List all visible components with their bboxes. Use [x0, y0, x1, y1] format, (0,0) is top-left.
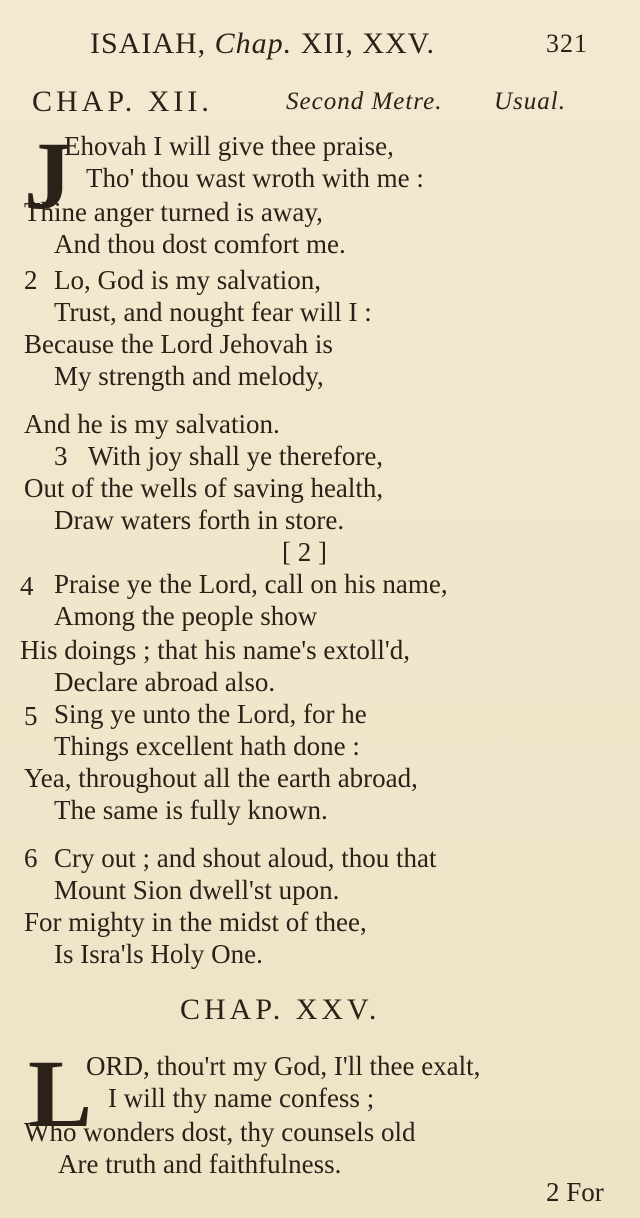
verse-line: With joy shall ye therefore, [88, 441, 384, 471]
verse-line: Trust, and nought fear will I : [54, 297, 372, 327]
running-refs: XII, XXV. [300, 27, 435, 60]
verse-line: And he is my salvation. [24, 409, 280, 439]
verse-line: Are truth and faithfulness. [58, 1149, 342, 1179]
verse-line: The same is fully known. [54, 795, 328, 825]
verse-line: I will thy name confess ; [108, 1083, 375, 1113]
catchword: 2 For [546, 1177, 604, 1207]
verse-line: Tho' thou wast wroth with me : [86, 163, 424, 193]
verse-line: And thou dost comfort me. [54, 229, 346, 259]
chapter-12-title: CHAP. XII. [32, 85, 213, 118]
verse-number: 6 [24, 843, 38, 873]
verse-line: Declare abroad also. [54, 667, 276, 697]
chapter-25-title: CHAP. XXV. [180, 993, 381, 1026]
dropcap-j: J [24, 122, 72, 229]
verse-line: Yea, throughout all the earth abroad, [24, 763, 418, 793]
running-head [90, 28, 435, 60]
verse-line: ORD, thou'rt my God, I'll thee exalt, [86, 1051, 481, 1081]
verse-line: Sing ye unto the Lord, for he [54, 699, 367, 729]
verse-number: 5 [24, 701, 38, 731]
part-marker: [ 2 ] [282, 537, 327, 567]
verse-line: His doings ; that his name's extoll'd, [20, 635, 410, 665]
dropcap-l: L [28, 1040, 93, 1147]
verse-line: Who wonders dost, thy counsels old [24, 1117, 416, 1147]
verse-line: Cry out ; and shout aloud, thou that [54, 843, 437, 873]
page-number: 321 [546, 29, 588, 58]
verse-line: Draw waters forth in store. [54, 505, 345, 535]
running-chap: Chap. [214, 27, 293, 60]
verse-number: 4 [20, 571, 34, 601]
verse-line: Things excellent hath done : [54, 731, 360, 761]
tune-label: Usual. [494, 88, 566, 115]
verse-line: Among the people show [54, 601, 318, 631]
verse-line: Thine anger turned is away, [24, 197, 323, 227]
verse-line: Mount Sion dwell'st upon. [54, 875, 340, 905]
verse-line: For mighty in the midst of thee, [24, 907, 367, 937]
metre-label: Second Metre. [286, 88, 443, 115]
verse-line: My strength and melody, [54, 361, 324, 391]
verse-line: Because the Lord Jehovah is [24, 329, 333, 359]
verse-line: Praise ye the Lord, call on his name, [54, 569, 448, 599]
verse-line: Ehovah I will give thee praise, [64, 131, 394, 161]
verse-number: 3 [54, 441, 68, 471]
verse-line: Is Isra'ls Holy One. [54, 939, 263, 969]
running-title: ISAIAH, [90, 27, 207, 60]
verse-number: 2 [24, 265, 38, 295]
verse-line: Lo, God is my salvation, [54, 265, 321, 295]
verse-line: Out of the wells of saving health, [24, 473, 384, 503]
